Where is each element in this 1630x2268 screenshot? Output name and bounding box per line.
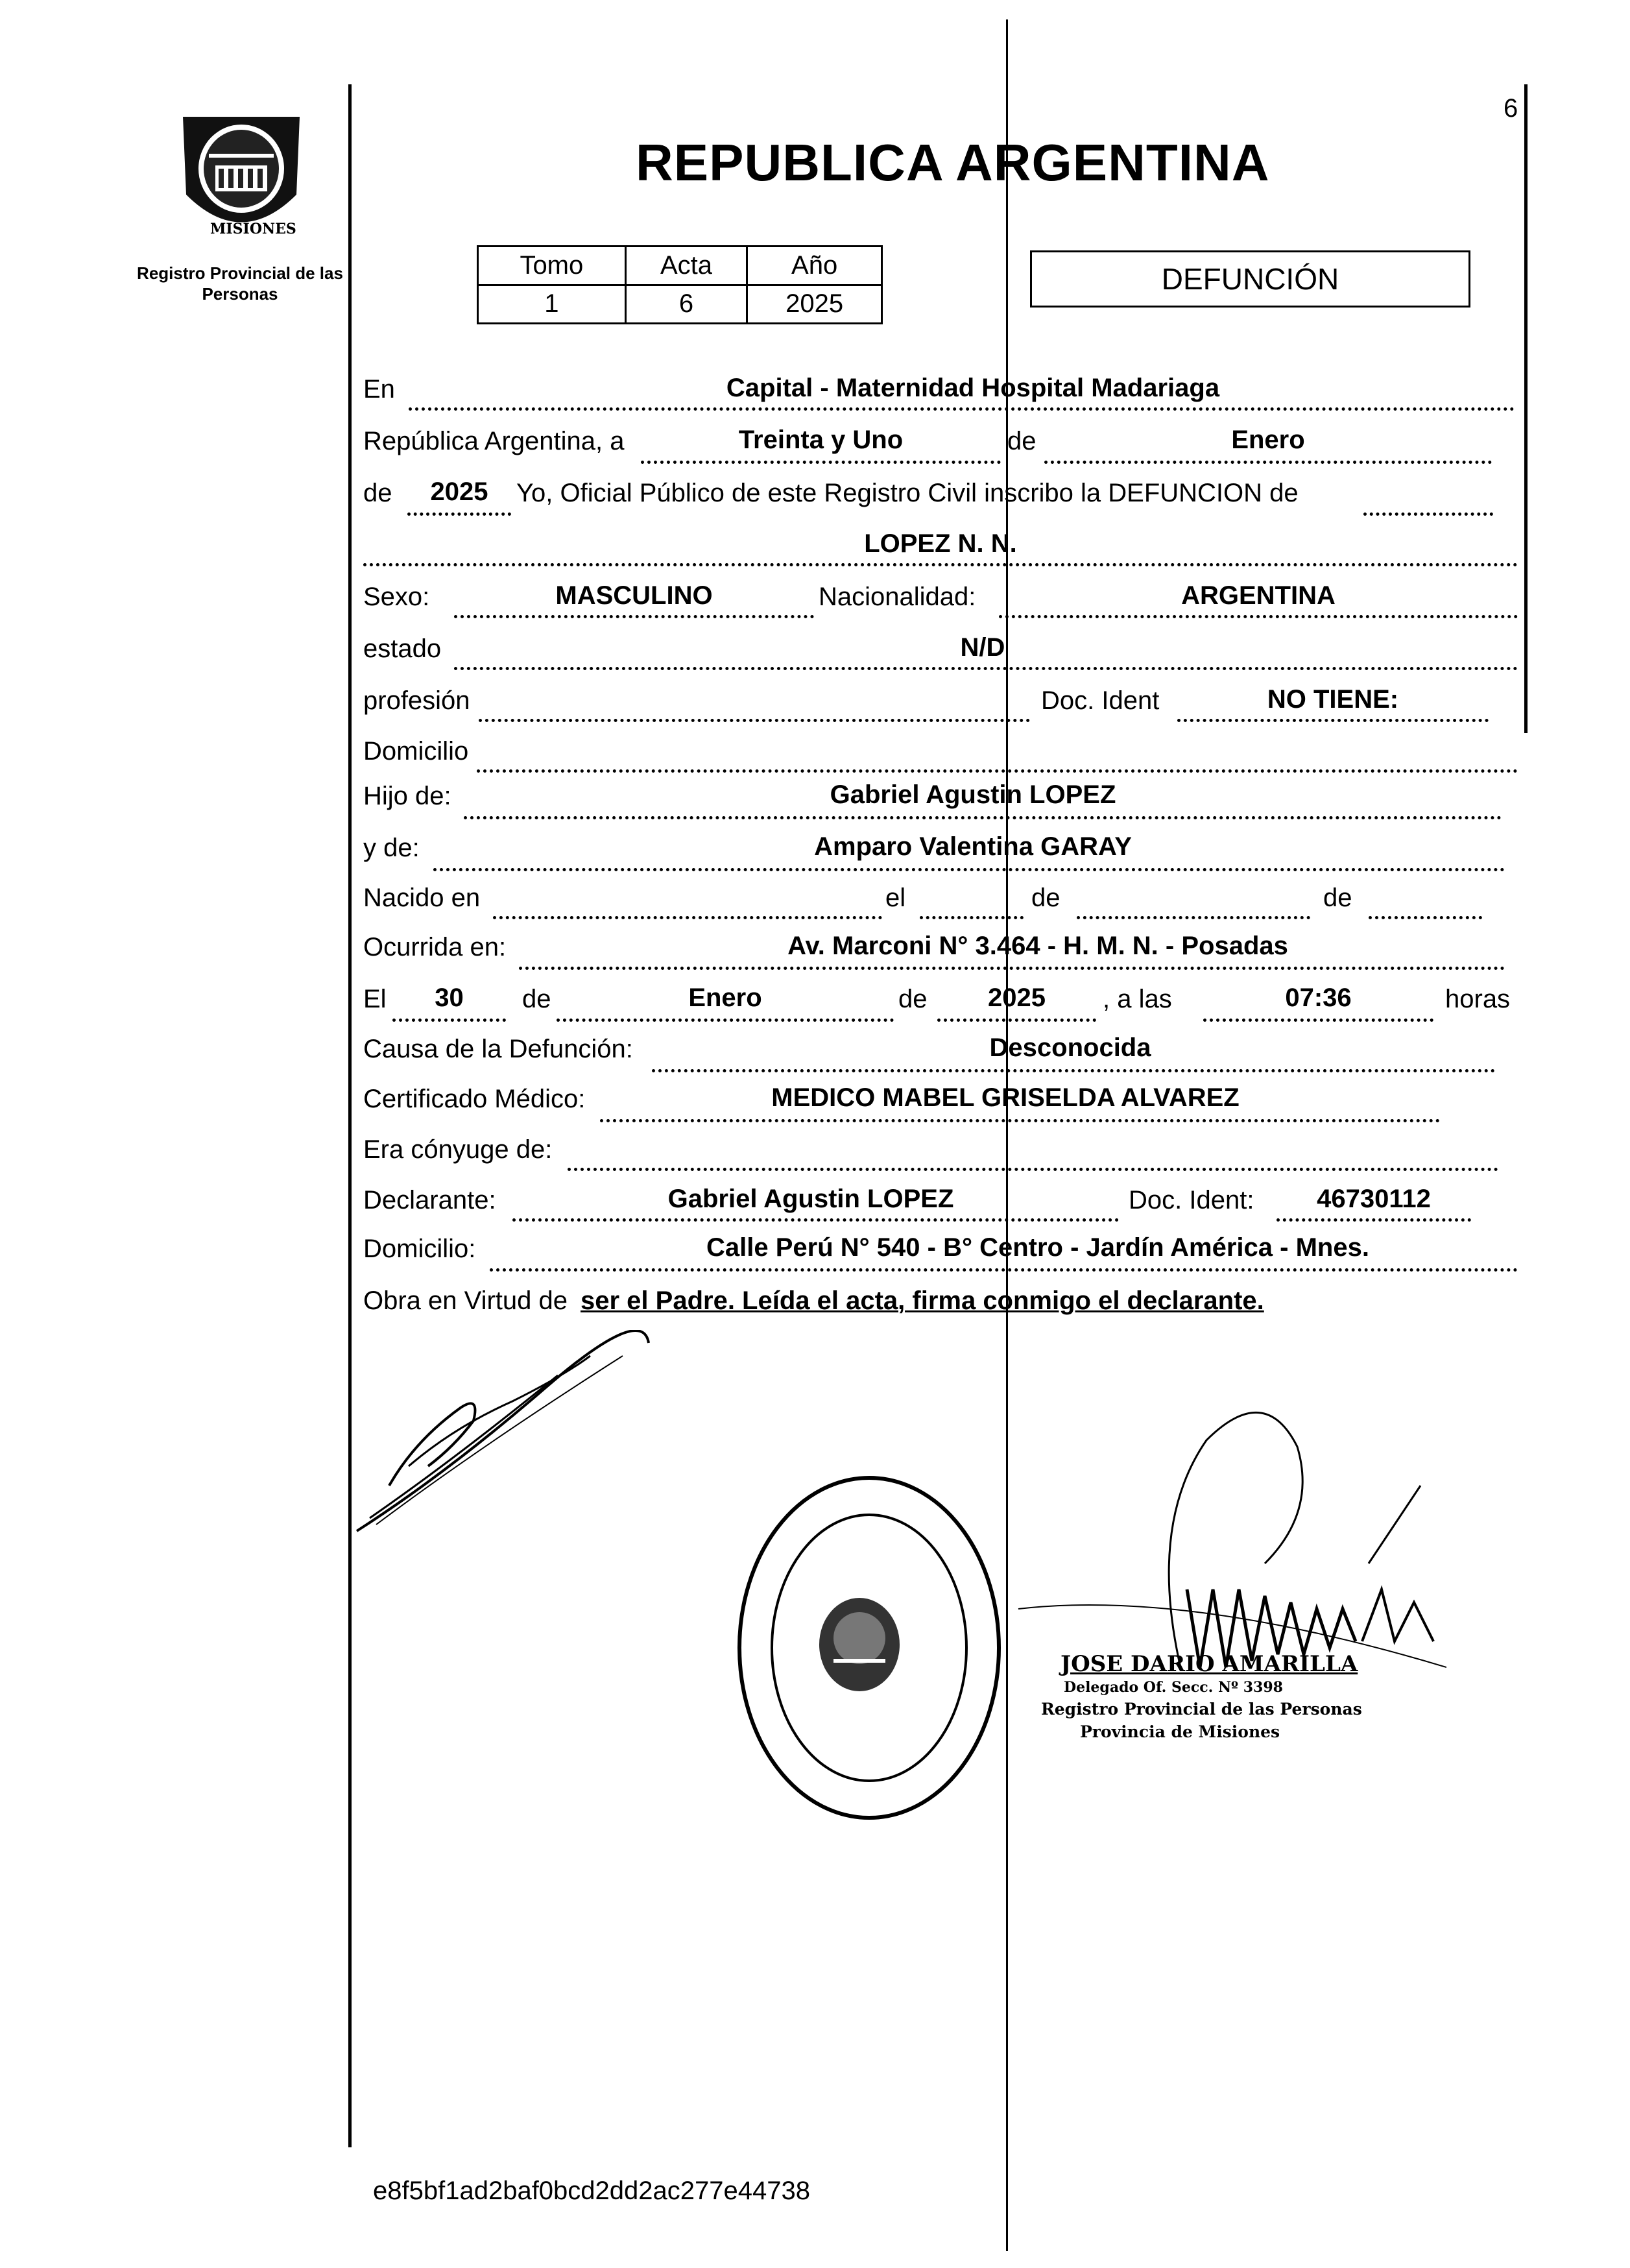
el-dots xyxy=(920,916,1024,919)
yde-label: y de: xyxy=(363,834,420,862)
declarante-label: Declarante: xyxy=(363,1186,496,1214)
declarante-dom-value: Calle Perú N° 540 - B° Centro - Jardín América - Mnes. xyxy=(706,1233,1369,1262)
official-title: Delegado Of. Secc. Nº 3398 xyxy=(1064,1679,1283,1696)
declarante-doc-value: 46730112 xyxy=(1317,1185,1431,1213)
domicilio-label: Domicilio xyxy=(363,737,469,766)
certificado-label: Certificado Médico: xyxy=(363,1085,586,1113)
fecha-de2-label: de xyxy=(898,985,928,1013)
declarante-dom-label: Domicilio: xyxy=(363,1235,476,1263)
sexo-value: MASCULINO xyxy=(555,581,713,610)
ocurrida-dots xyxy=(519,967,1505,970)
fecha-anio-value: 2025 xyxy=(988,983,1046,1012)
nacionalidad-label: Nacionalidad: xyxy=(819,583,976,611)
dia-value: Treinta y Uno xyxy=(738,426,904,454)
acta-header-acta: Acta xyxy=(625,247,747,285)
horas-label: horas xyxy=(1445,985,1511,1013)
hijo-label: Hijo de: xyxy=(363,782,451,810)
republica-label: República Argentina, a xyxy=(363,427,625,455)
nacido-de2-label: de xyxy=(1323,884,1352,912)
page-number: 6 xyxy=(1504,94,1518,123)
fecha-anio-dots xyxy=(937,1019,1096,1022)
fecha-de1-label: de xyxy=(522,985,551,1013)
sexo-dots xyxy=(454,615,814,618)
mes-value: Enero xyxy=(1231,426,1305,454)
anio-dots xyxy=(407,513,511,516)
ocurrida-label: Ocurrida en: xyxy=(363,933,507,961)
hora-dots xyxy=(1203,1019,1433,1022)
oficial-dots xyxy=(1363,513,1493,516)
fecha-dia-value: 30 xyxy=(435,983,464,1012)
doc-ident-dots xyxy=(1177,719,1489,722)
certificado-value: MEDICO MABEL GRISELDA ALVAREZ xyxy=(771,1083,1240,1112)
declarant-signature xyxy=(350,1330,662,1544)
acta-header-anio: Año xyxy=(747,247,882,285)
causa-label: Causa de la Defunción: xyxy=(363,1035,633,1063)
anio-value: 2025 xyxy=(430,477,488,506)
document-hash: e8f5bf1ad2baf0bcd2dd2ac277e44738 xyxy=(373,2177,810,2205)
acta-value-tomo: 1 xyxy=(478,285,626,324)
right-margin-line xyxy=(1524,84,1528,733)
acta-header-tomo: Tomo xyxy=(478,247,626,285)
official-province: Provincia de Misiones xyxy=(1080,1722,1280,1741)
acta-table xyxy=(477,245,883,324)
seal-top-text: PROVINCIA DE xyxy=(208,100,309,114)
registry-logo xyxy=(170,97,313,247)
dia-dots xyxy=(641,461,1001,464)
nacionalidad-dots xyxy=(999,615,1518,618)
doc-ident-label: Doc. Ident xyxy=(1041,686,1160,715)
en-value: Capital - Maternidad Hospital Madariaga xyxy=(726,374,1220,402)
nacido-de2-dots xyxy=(1369,916,1482,919)
estado-value: N/D xyxy=(960,633,1005,662)
nombre-dots xyxy=(363,563,1518,566)
declarante-dots xyxy=(512,1218,1119,1222)
yde-dots xyxy=(433,868,1505,871)
de-label: de xyxy=(1007,427,1037,455)
nombre-value: LOPEZ N. N. xyxy=(864,529,1017,558)
profesion-dots xyxy=(479,719,1030,722)
acta-value-acta: 6 xyxy=(625,285,747,324)
certificado-dots xyxy=(600,1119,1440,1122)
fold-line xyxy=(1006,19,1008,2251)
official-signature xyxy=(992,1395,1446,1693)
nacionalidad-value: ARGENTINA xyxy=(1181,581,1336,610)
mes-dots xyxy=(1044,461,1492,464)
document-type-box: DEFUNCIÓN xyxy=(1030,250,1470,308)
nacido-label: Nacido en xyxy=(363,884,481,912)
nacido-dots xyxy=(493,916,882,919)
seal-bottom-text: MISIONES xyxy=(210,221,296,237)
registry-oval-stamp xyxy=(733,1473,1005,1823)
obra-label: Obra en Virtud de xyxy=(363,1286,568,1315)
fecha-mes-dots xyxy=(557,1019,894,1022)
en-dots xyxy=(409,407,1515,411)
oficial-text: Yo, Oficial Público de este Registro Civil inscribo la DEFUNCION de xyxy=(516,479,1299,507)
hora-value: 07:36 xyxy=(1285,983,1352,1012)
page-title: REPUBLICA ARGENTINA xyxy=(636,134,1270,191)
obra-value: ser el Padre. Leída el acta, firma conmigo el declarante. xyxy=(581,1286,1264,1315)
de2-label: de xyxy=(363,479,392,507)
official-office: Registro Provincial de las Personas xyxy=(1041,1700,1362,1719)
hijo-dots xyxy=(464,816,1502,819)
causa-dots xyxy=(652,1069,1495,1072)
fecha-mes-value: Enero xyxy=(688,983,762,1012)
registry-name: Registro Provincial de las Personas xyxy=(137,263,343,304)
domicilio-dots xyxy=(477,769,1518,773)
profesion-label: profesión xyxy=(363,686,470,715)
yde-value: Amparo Valentina GARAY xyxy=(814,832,1132,861)
estado-label: estado xyxy=(363,634,442,663)
hijo-value: Gabriel Agustin LOPEZ xyxy=(830,780,1116,809)
nacido-de1-dots xyxy=(1077,916,1310,919)
declarante-value: Gabriel Agustin LOPEZ xyxy=(667,1185,954,1213)
declarante-doc-label: Doc. Ident: xyxy=(1129,1186,1254,1214)
declarante-dom-dots xyxy=(490,1268,1518,1272)
official-name: JOSE DARIO AMARILLA xyxy=(1061,1651,1358,1677)
el-label: el xyxy=(885,884,906,912)
estado-dots xyxy=(454,667,1518,670)
conyuge-label: Era cónyuge de: xyxy=(363,1135,553,1164)
nacido-de1-label: de xyxy=(1031,884,1061,912)
ocurrida-value: Av. Marconi N° 3.464 - H. M. N. - Posadas xyxy=(787,932,1288,960)
doc-ident-value: NO TIENE: xyxy=(1267,685,1399,714)
a-las-label: , a las xyxy=(1103,985,1172,1013)
left-margin-line xyxy=(348,84,352,2147)
el2-label: El xyxy=(363,985,387,1013)
declarante-doc-dots xyxy=(1276,1218,1471,1222)
sexo-label: Sexo: xyxy=(363,583,430,611)
causa-value: Desconocida xyxy=(989,1033,1151,1062)
oval-stamp-icon xyxy=(733,1473,1005,1823)
en-label: En xyxy=(363,375,395,404)
conyuge-dots xyxy=(568,1168,1498,1171)
acta-value-anio: 2025 xyxy=(747,285,882,324)
fecha-dia-dots xyxy=(392,1019,506,1022)
